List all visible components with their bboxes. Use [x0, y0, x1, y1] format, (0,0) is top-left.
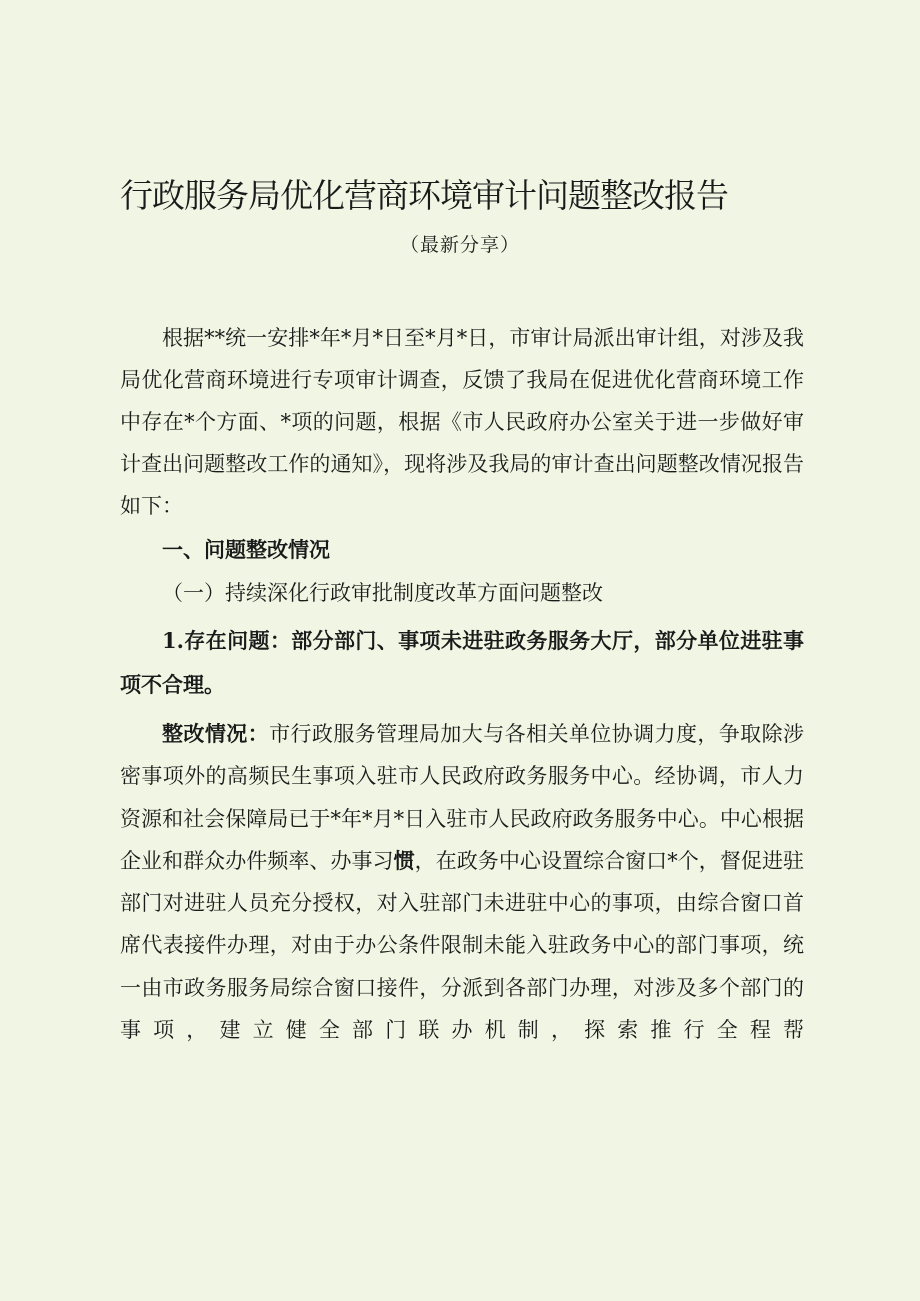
rectification-paragraph — [120, 713, 804, 1051]
document-body — [120, 317, 804, 1051]
section-heading: 一、问题整改情况 — [162, 538, 330, 562]
rectification-label: 整改情况： — [162, 722, 270, 746]
intro-paragraph: 根据**统一安排*年*月*日至*月*日，市审计局派出审计组，对涉及我局优化营商环境进行专项审计调查，反馈了我局在促进优化营商环境工作中存在*个方面、*项的问题，根据《市人民政府办公室关于进一步做好审计查出问题整改工作的通知》，现将涉及我局的审计查出问题整改情况报告如下： — [120, 326, 804, 518]
rectification-text-part2: ，在政务中心设置综合窗口*个，督促进驻部门对进驻人员充分授权，对入驻部门未进驻中心的事项，由综合窗口首席代表接件办理，对由于办公条件限制未能入驻政务中心的部门事项，统一由市政务服务局综合窗口接件，分派到各部门办理，对涉及多个部门的事项，建立健全部门联办机制，探索推行全程帮 — [120, 848, 804, 1043]
subsection-heading: （一）持续深化行政审批制度改革方面问题整改 — [162, 581, 603, 605]
rectification-text-part1: 市行政服务管理局加大与各相关单位协调力度，争取除涉密事项外的高频民生事项入驻市人民政府政务服务中心。经协调，市人力资源和社会保障局已于*年*月*日入驻市人民政府政务服务中心。中心根据企业和群众办件频率、办事习 — [120, 722, 805, 873]
issue-statement: 1.存在问题：部分部门、事项未进驻政务服务大厅，部分单位进驻事项不合理。 — [120, 628, 804, 697]
document-subtitle: （最新分享） — [399, 234, 520, 256]
document-title: 行政服务局优化营商环境审计问题整改报告 — [120, 176, 728, 215]
rectification-block — [120, 713, 804, 1051]
rectification-bold-char: 惯 — [393, 847, 415, 873]
